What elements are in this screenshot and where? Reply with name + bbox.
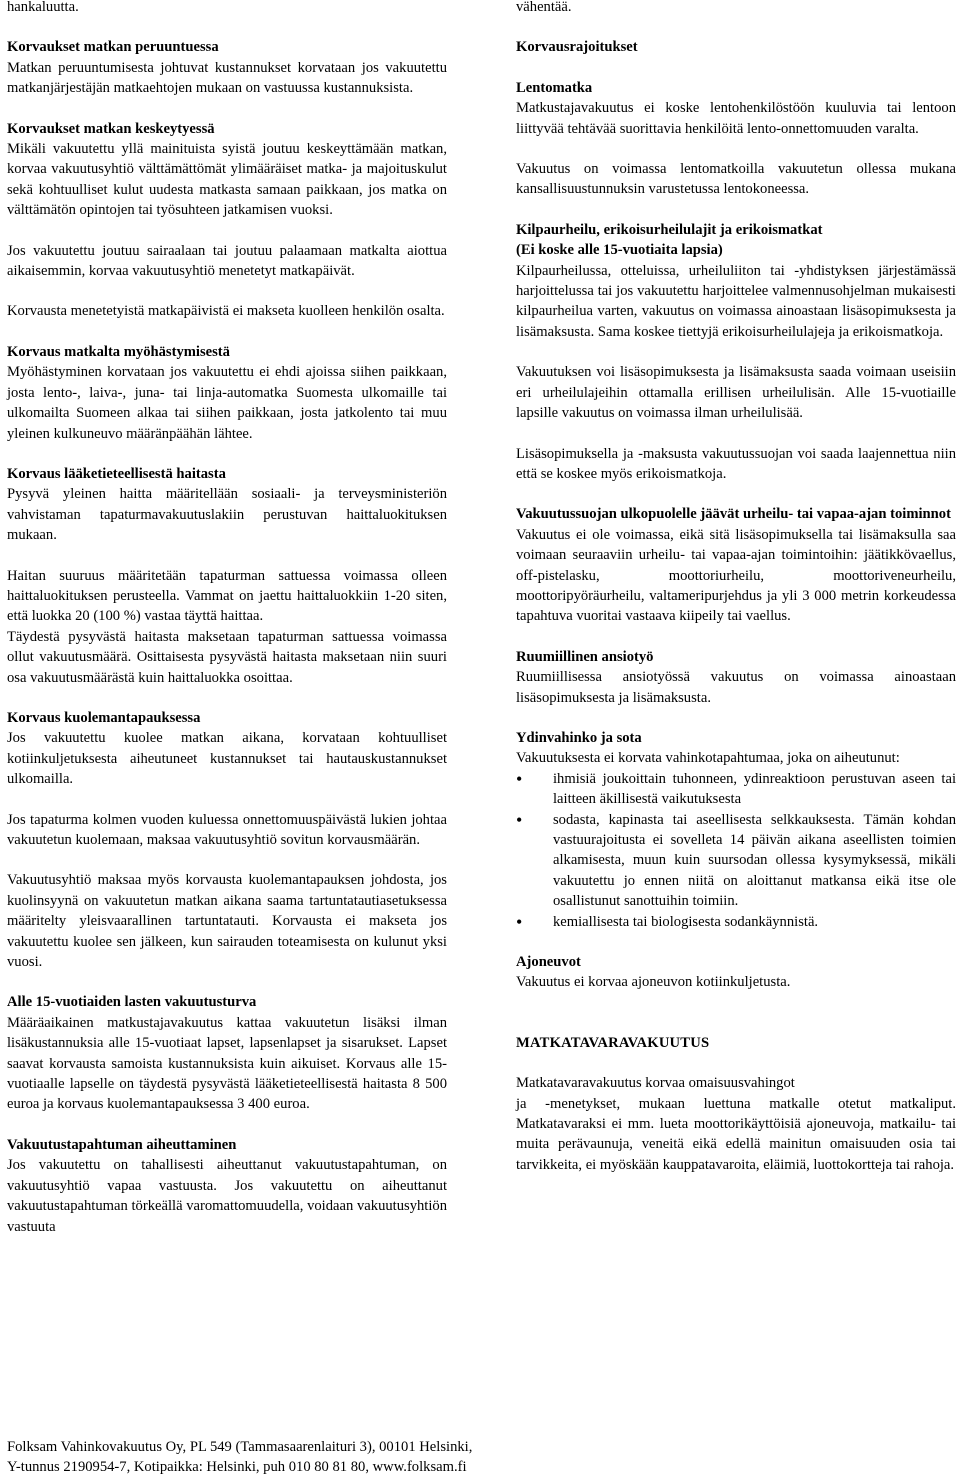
paragraph: Täydestä pysyvästä haitasta maksetaan tapaturman sattuessa voimassa ollut vakuutusmäärä. Osittaisesta pysyvästä haitasta maksetaan niin suuri osa vakuutusmäärästä kuin haittaluokka osoittaa. <box>7 628 447 686</box>
left-column <box>7 0 447 1237</box>
paragraph: Lisäsopimuksella ja -maksusta vakuutussuojan voi saada laajennettua niin että se koskee myös erikoismatkoja. <box>516 445 956 482</box>
paragraph: Pysyvä yleinen haitta määritellään sosiaali- ja terveysministeriön vahvistaman tapaturmavakuutuslakiin perustuvan haittaluokituksen mukaan. <box>7 486 447 544</box>
list-item: • sodasta, kapinasta tai aseellisesta selkkauksesta. Tämän kohdan vastuurajoitusta ei sovelleta 14 päivän aikana aseellisten toimien alkamisesta, muun kuin suursodan ollessa kysymyksessä, mikäli vakuutettu jo ennen niitä on aloittanut matkansa eikä itse ole osallistunut sanottuihin toimiin. <box>516 810 956 912</box>
paragraph: Vakuutus ei ole voimassa, eikä sitä lisäsopimuksella tai lisämaksulla saa voimaan seuraaviin urheilu- tai vapaa-ajan toimintoihin: jäätikkövaellus, off-pistelasku, moottoriurheilu, moottoriveneurheilu, moottoripyöräurheilu, valtameripurjehdus ja yli 3 000 metrin korkeudessa tapahtuva vuoritai vastaava kiipeily tai vaellus. <box>516 526 956 625</box>
list-item: • kemiallisesta tai biologisesta sodankäynnistä. <box>516 912 956 932</box>
paragraph: Vakuutuksesta ei korvata vahinkotapahtumaa, joka on aiheutunut: <box>516 750 900 767</box>
section-heading: Korvaus matkalta myöhästymisestä <box>7 343 230 360</box>
paragraph: Vakuutus ei korvaa ajoneuvon kotiinkuljetusta. <box>516 974 791 991</box>
paragraph: Matkatavaravakuutus korvaa omaisuusvahingot <box>516 1075 795 1092</box>
paragraph: Vakuutus on voimassa lentomatkoilla vakuutetun ollessa mukana kansallisuustunnuksin varustetussa lentokoneessa. <box>516 161 956 198</box>
section-heading: Korvaukset matkan peruuntuessa <box>7 39 219 56</box>
section-causing-event <box>7 1135 447 1237</box>
section-excluded-activities <box>516 504 956 626</box>
paragraph: Korvausta menetetyistä matkapäivistä ei makseta kuolleen henkilön osalta. <box>7 303 445 320</box>
section-limitations <box>516 37 956 57</box>
section-cancellation <box>7 37 447 98</box>
section-heading: Korvaus lääketieteellisestä haitasta <box>7 465 226 482</box>
section-heading: Korvaus kuolemantapauksessa <box>7 709 201 726</box>
section-missed-departure <box>7 342 447 444</box>
section-heading: MATKATAVARAVAKUUTUS <box>516 1034 710 1051</box>
section-death <box>7 708 447 972</box>
section-heading: Alle 15-vuotiaiden lasten vakuutusturva <box>7 994 257 1011</box>
section-baggage-insurance <box>516 1033 956 1175</box>
paragraph: Ruumiillisessa ansiotyössä vakuutus on voimassa ainoastaan lisäsopimuksesta ja lisämaksusta. <box>516 669 956 706</box>
section-vehicles <box>516 952 956 993</box>
section-children-cover <box>7 992 447 1114</box>
section-subheading: (Ei koske alle 15-vuotiaita lapsia) <box>516 242 723 259</box>
paragraph: Myöhästyminen korvataan jos vakuutettu ei ehdi ajoissa siihen paikkaan, josta lento-, laiva-, juna- tai linja-automatka Suomesta ulkomaille tai ulkomailta Suomeen alkaa tai siihen paikkaan, josta jatkolento tai muu yleinen kulkuneuvo määränpäähän lähtee. <box>7 364 447 442</box>
section-air-travel <box>516 78 956 200</box>
right-column <box>516 0 956 1175</box>
section-heading: Kilpaurheilu, erikoisurheilulajit ja erikoismatkat <box>516 221 823 238</box>
paragraph: Matkustajavakuutus ei koske lentohenkilöstöön kuuluvia tai lentoon liittyvää tehtävää suorittavia henkilöitä lento-onnettomuuden varalta. <box>516 100 956 137</box>
paragraph: Vakuutusyhtiö maksaa myös korvausta kuolemantapauksen johdosta, jos kuolinsyynä on vakuutetun matkan aikana saama tartuntatautiasetuksessa määritelty yleisvaarallinen tartuntatauti. Korvausta ei makseta jos vakuutettu kuolee sen jälkeen, kun sairauden toteamisesta on kulunut yksi vuosi. <box>7 872 447 971</box>
continuation-text: hankaluutta. <box>7 0 79 15</box>
paragraph: Jos vakuutettu kuolee matkan aikana, korvataan kohtuulliset kotiinkuljetuksesta aiheutuneet kustannukset tai hautauskustannukset ulkomailla. <box>7 730 447 788</box>
paragraph: Jos tapaturma kolmen vuoden kuluessa onnettomuuspäivästä lukien johtaa vakuutetun kuolemaan, maksaa vakuutusyhtiö sovitun korvausmäärän. <box>7 811 447 848</box>
section-manual-work <box>516 647 956 708</box>
list-item: • ihmisiä joukoittain tuhonneen, ydinreaktioon perustuvan aseen tai laitteen äkillisestä vaikutuksesta <box>516 769 956 810</box>
footer-contact: Y-tunnus 2190954-7, Kotipaikka: Helsinki, puh 010 80 81 80, www.folksam.fi <box>7 1459 467 1476</box>
paragraph: Jos vakuutettu on tahallisesti aiheuttanut vakuutustapahtuman, on vakuutusyhtiö vapaa vastuusta. Jos vakuutettu on aiheuttanut vakuutustapahtuman törkeällä varomattomuudella, voidaan vakuutusyhtiön vastuuta <box>7 1157 447 1235</box>
footer <box>7 1437 947 1478</box>
paragraph: Haitan suuruus määritetään tapaturman sattuessa voimassa olleen haittaluokituksen perusteella. Vammat on jaettu haittaluokkiin 1-20 siten, että luokka 20 (100 %) vastaa täyttä haittaa. <box>7 567 447 625</box>
section-heading: Korvausrajoitukset <box>516 39 638 56</box>
section-nuclear-war <box>516 728 956 932</box>
section-heading: Vakuutussuojan ulkopuolelle jäävät urheilu- tai vapaa-ajan toiminnot <box>516 506 951 523</box>
paragraph: Vakuutuksen voi lisäsopimuksesta ja lisämaksusta saada voimaan useisiin eri urheilulajeihin ottamalla erillisen urheilulisän. Alle 15-vuotiaille lapsille vakuutus on voimassa ilman urheilulisää. <box>516 364 956 422</box>
footer-address: Folksam Vahinkovakuutus Oy, PL 549 (Tammasaarenlaituri 3), 00101 Helsinki, <box>7 1439 473 1455</box>
bullet-list <box>516 769 956 932</box>
paragraph: Kilpaurheilussa, otteluissa, urheiluliiton tai -yhdistyksen järjestämässä harjoittelussa tai jos vakuutettu harjoittelee valmennusohjelman mukaisesti kilpaurheilua varten, vakuutus on voimassa ainoastaan lisäsopimuksesta ja lisämaksusta. Sama koskee tiettyjä erikoisurheilulajeja ja erikoismatkoja. <box>516 262 956 340</box>
section-heading: Lentomatka <box>516 79 593 96</box>
section-interruption <box>7 119 447 322</box>
section-heading: Ajoneuvot <box>516 954 581 971</box>
section-heading: Korvaukset matkan keskeytyessä <box>7 120 215 137</box>
section-medical-disability <box>7 464 447 688</box>
section-heading: Ruumiillinen ansiotyö <box>516 648 654 665</box>
paragraph: Määräaikainen matkustajavakuutus kattaa vakuutetun lisäksi ilman lisäkustannuksia alle 15-vuotiaat lapset, lapsenlapset ja sisarukset. Lapset saavat korvausta samoista kustannuksista kuin aikuiset. Korvaus alle 15-vuotiaalle lapselle on täydestä pysyvästä lääketieteellisestä haitasta 8 500 euroa ja korvaus kuolemantapauksessa 3 400 euroa. <box>7 1014 447 1113</box>
paragraph: ja -menetykset, mukaan luettuna matkalle otetut matkaliput. Matkatavaraksi ei mm. lueta moottorikäyttöisiä ajoneuvoja, matkailu- tai muita perävaunuja, veneitä eikä edellä mainitun omaisuuden osia tai tarvikkeita, ei myöskään kauppatavaroita, eläimiä, luottokortteja tai rahoja. <box>516 1095 956 1173</box>
paragraph: Matkan peruuntumisesta johtuvat kustannukset korvataan jos vakuutettu matkanjärjestäjän matkaehtojen mukaan on vastuussa kustannuksista. <box>7 59 447 97</box>
paragraph: Jos vakuutettu joutuu sairaalaan tai joutuu palaamaan matkalta aiottua aikaisemmin, korvaa vakuutusyhtiö menetetyt matkapäivät. <box>7 242 447 280</box>
section-heading: Ydinvahinko ja sota <box>516 729 642 746</box>
section-competitive-sports <box>516 220 956 484</box>
paragraph: Mikäli vakuutettu yllä mainituista syistä joutuu keskeyttämään matkan, korvaa vakuutusyhtiö välttämättömät ylimääräiset matka- ja majoituskulut sekä kohtuulliset kulut uudesta matkasta samaan paikkaan, jos matka on välttämätön opintojen tai työsuhteen jatkamisen vuoksi. <box>7 141 447 219</box>
continuation-text: vähentää. <box>516 0 572 15</box>
section-heading: Vakuutustapahtuman aiheuttaminen <box>7 1136 237 1153</box>
